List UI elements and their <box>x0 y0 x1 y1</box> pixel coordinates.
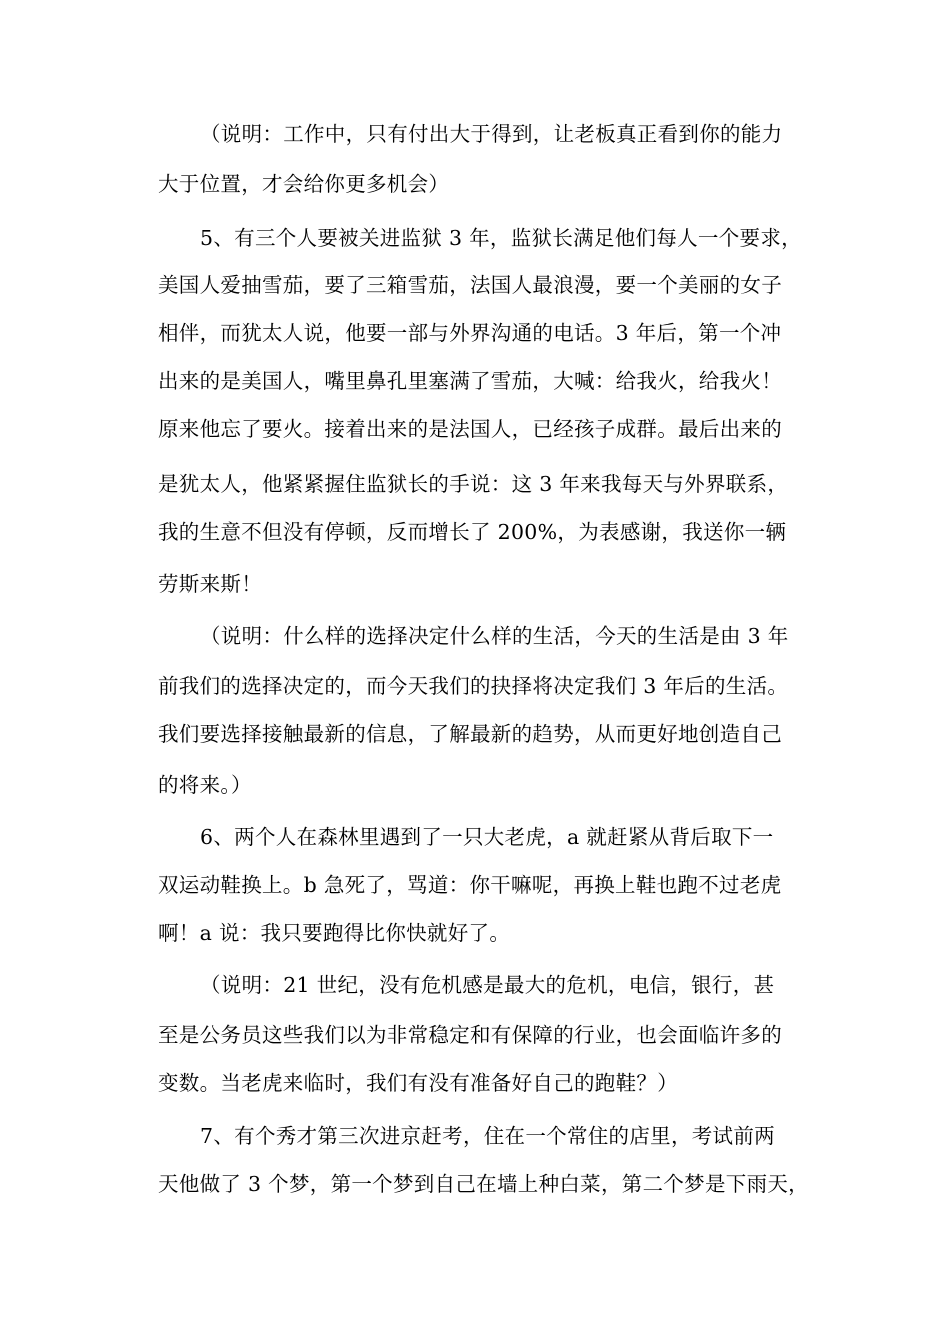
text-line: 出来的是美国人，嘴里鼻孔里塞满了雪茄，大喊：给我火，给我火！ <box>158 369 782 393</box>
text-line: 前我们的选择决定的，而今天我们的抉择将决定我们 3 年后的生活。 <box>158 674 789 698</box>
text-line: 6、两个人在森林里遇到了一只大老虎，a 就赶紧从背后取下一 <box>200 825 774 849</box>
text-line: 大于位置，才会给你更多机会） <box>158 172 450 196</box>
text-line: 至是公务员这些我们以为非常稳定和有保障的行业，也会面临许多的 <box>158 1023 782 1047</box>
text-line: 的将来。） <box>158 773 252 797</box>
text-line: 我的生意不但没有停顿，反而增长了 200%，为表感谢，我送你一辆 <box>158 520 787 544</box>
text-line: 是犹太人，他紧紧握住监狱长的手说：这 3 年来我每天与外界联系， <box>158 472 789 496</box>
text-line: （说明：什么样的选择决定什么样的生活，今天的生活是由 3 年 <box>200 624 789 648</box>
text-line: （说明：21 世纪，没有危机感是最大的危机，电信，银行，甚 <box>200 973 775 997</box>
text-line: 劳斯来斯！ <box>158 572 262 596</box>
text-line: 啊！a 说：我只要跑得比你快就好了。 <box>158 921 511 945</box>
text-line: （说明：工作中，只有付出大于得到，让老板真正看到你的能力 <box>200 122 783 146</box>
text-line: 变数。当老虎来临时，我们有没有准备好自己的跑鞋？） <box>158 1071 678 1095</box>
text-line: 美国人爱抽雪茄，要了三箱雪茄，法国人最浪漫，要一个美丽的女子 <box>158 273 782 297</box>
text-line: 相伴，而犹太人说，他要一部与外界沟通的电话。3 年后，第一个冲 <box>158 321 782 345</box>
text-line: 天他做了 3 个梦，第一个梦到自己在墙上种白菜，第二个梦是下雨天， <box>158 1172 809 1196</box>
text-line: 5、有三个人要被关进监狱 3 年，监狱长满足他们每人一个要求， <box>200 226 802 250</box>
text-line: 原来他忘了要火。接着出来的是法国人，已经孩子成群。最后出来的 <box>158 417 782 441</box>
text-line: 我们要选择接触最新的信息，了解最新的趋势，从而更好地创造自己 <box>158 722 782 746</box>
text-line: 7、有个秀才第三次进京赶考，住在一个常住的店里，考试前两 <box>200 1124 775 1148</box>
text-line: 双运动鞋换上。b 急死了，骂道：你干嘛呢，再换上鞋也跑不过老虎 <box>158 873 782 897</box>
